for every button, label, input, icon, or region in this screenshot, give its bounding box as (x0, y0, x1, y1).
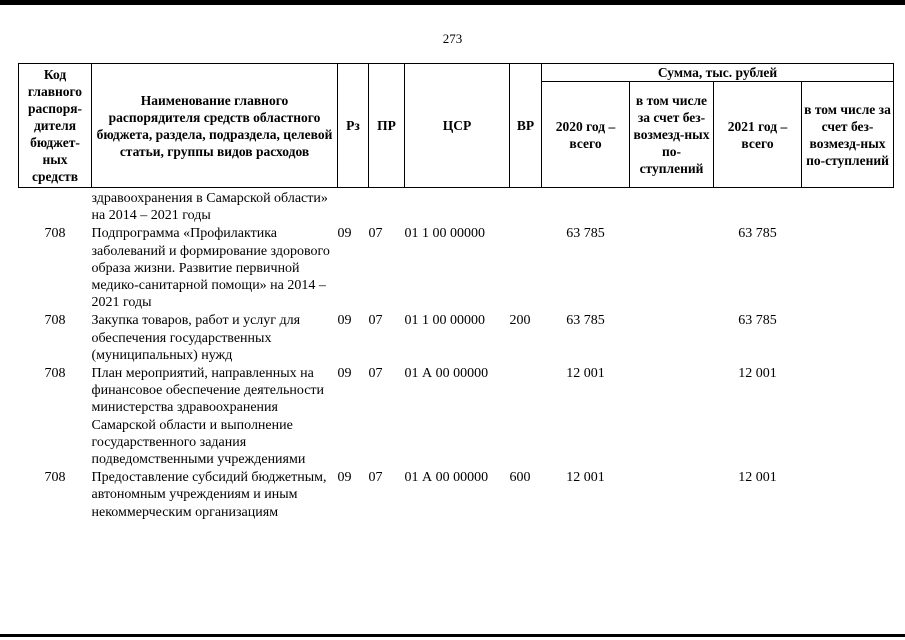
header-2021-free: в том числе за счет без-возмезд-ных по-ступлений (802, 82, 894, 188)
cell-2020-total: 63 785 (566, 226, 605, 242)
cell-csr: 01 1 00 00000 (404, 226, 485, 242)
cell-vr: 600 (509, 470, 531, 486)
table-row (19, 312, 894, 365)
table-body (19, 188, 894, 522)
header-code: Код главного распоря-дителя бюджет-ных средств (19, 64, 92, 188)
cell-2020-total (542, 188, 630, 226)
cell-2021-total: 12 001 (738, 366, 777, 382)
cell-vr: 200 (509, 313, 531, 329)
cell-code: 708 (44, 313, 66, 329)
cell-code: 708 (44, 226, 66, 242)
cell-2021-total: 12 001 (738, 470, 777, 486)
header-pr: ПР (369, 64, 405, 188)
cell-name: здравоохранения в Самарской области» на 2014 – 2021 годы (91, 191, 328, 224)
cell-vr (510, 188, 542, 226)
cell-2021-total: 63 785 (738, 226, 777, 242)
cell-pr: 07 (368, 470, 383, 486)
cell-2020-free (630, 312, 714, 365)
cell-name: Подпрограмма «Профилактика заболеваний и формирование здорового образа жизни. Развитие первичной медико-санитарной помощи» на 2014 – 2021 годы (91, 226, 330, 311)
cell-2020-total: 12 001 (566, 366, 605, 382)
table-row (19, 188, 894, 226)
table-row (19, 365, 894, 469)
cell-pr: 07 (368, 366, 383, 382)
header-2021-total: 2021 год – всего (714, 82, 802, 188)
cell-2020-free (630, 469, 714, 522)
cell-pr (369, 188, 405, 226)
cell-csr (405, 188, 510, 226)
cell-csr: 01 А 00 00000 (404, 366, 489, 382)
header-rz: Рз (338, 64, 369, 188)
header-csr: ЦСР (405, 64, 510, 188)
header-name: Наименование главного распорядителя средств областного бюджета, раздела, подраздела, целевой статьи, группы видов расходов (92, 64, 338, 188)
cell-name: План мероприятий, направленных на финансовое обеспечение деятельности министерства здравоохранения Самарской области и выполнение государственного задания подведомственными учреждениями (91, 366, 325, 468)
cell-rz: 09 (337, 226, 352, 242)
cell-vr (510, 365, 542, 469)
cell-2021-free (802, 312, 894, 365)
top-border-line (0, 0, 905, 5)
cell-2021-free (802, 225, 894, 312)
header-2020-free: в том числе за счет без-возмезд-ных по-ступлений (630, 82, 714, 188)
cell-2021-total: 63 785 (738, 313, 777, 329)
page-number: 273 (442, 31, 463, 46)
cell-name: Предоставление субсидий бюджетным, автономным учреждениям и иным некоммерческим организациям (91, 470, 327, 520)
cell-rz: 09 (337, 366, 352, 382)
header-sum-group: Сумма, тыс. рублей (542, 64, 894, 82)
cell-2020-total: 12 001 (566, 470, 605, 486)
cell-vr (510, 225, 542, 312)
cell-rz: 09 (337, 313, 352, 329)
cell-2020-free (630, 225, 714, 312)
cell-csr: 01 А 00 00000 (404, 470, 489, 486)
cell-code: 708 (44, 366, 66, 382)
cell-2021-free (802, 365, 894, 469)
cell-2021-free (802, 188, 894, 226)
cell-rz (338, 188, 369, 226)
cell-2021-free (802, 469, 894, 522)
cell-pr: 07 (368, 226, 383, 242)
bottom-border-line (0, 634, 905, 637)
cell-2020-free (630, 365, 714, 469)
cell-2020-free (630, 188, 714, 226)
table-row (19, 225, 894, 312)
cell-name: Закупка товаров, работ и услуг для обеспечения государственных (муниципальных) нужд (91, 313, 301, 363)
cell-code: 708 (44, 470, 66, 486)
cell-2020-total: 63 785 (566, 313, 605, 329)
cell-csr: 01 1 00 00000 (404, 313, 485, 329)
cell-code (19, 188, 92, 226)
table-row (19, 469, 894, 522)
header-vr: ВР (510, 64, 542, 188)
cell-2021-total (714, 188, 802, 226)
cell-pr: 07 (368, 313, 383, 329)
cell-rz: 09 (337, 470, 352, 486)
header-2020-total: 2020 год – всего (542, 82, 630, 188)
budget-table (18, 63, 894, 522)
